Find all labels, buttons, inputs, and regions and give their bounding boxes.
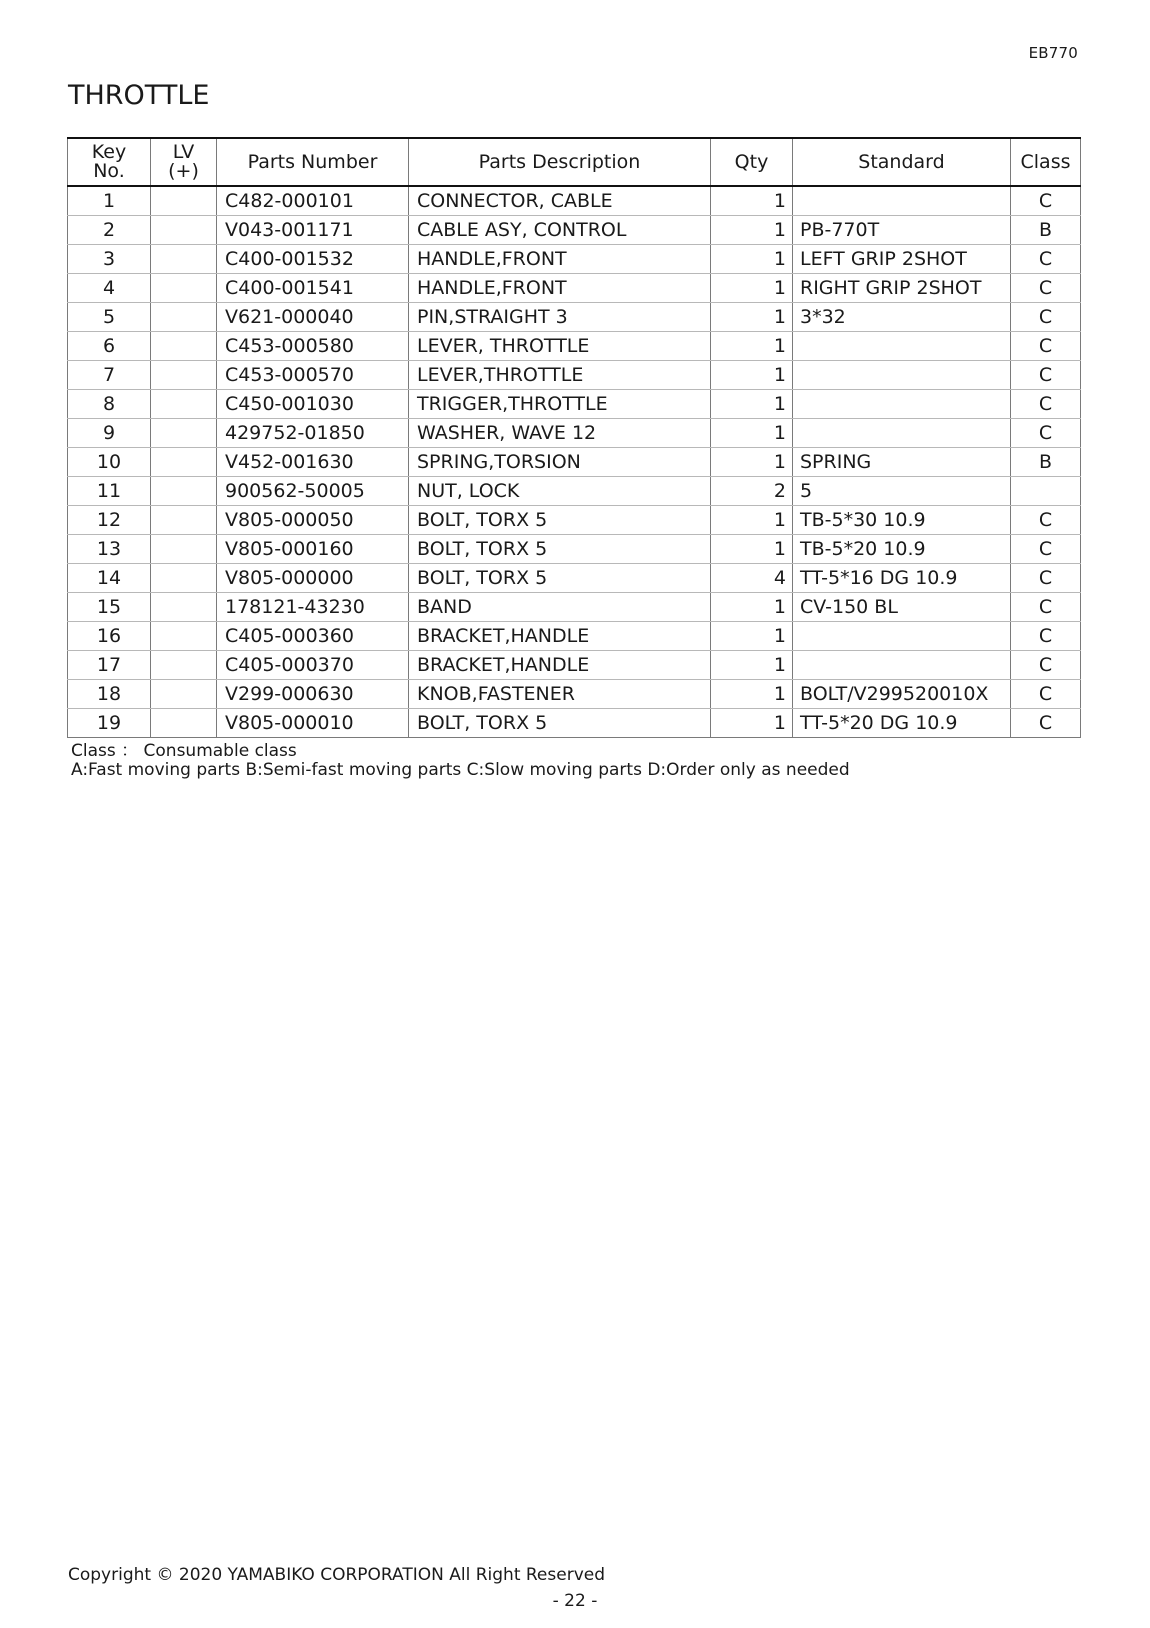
cell-class	[1011, 477, 1081, 506]
cell-key-no: 18	[68, 680, 151, 709]
column-header-class: Class	[1011, 138, 1081, 186]
cell-standard	[793, 622, 1011, 651]
cell-qty: 1	[711, 535, 793, 564]
cell-qty: 1	[711, 506, 793, 535]
cell-key-no: 8	[68, 390, 151, 419]
column-header-lv	[151, 138, 217, 186]
cell-lv	[151, 186, 217, 216]
cell-standard: BOLT/V299520010X	[793, 680, 1011, 709]
column-header-lv-line1: LV	[172, 141, 195, 163]
cell-standard: RIGHT GRIP 2SHOT	[793, 274, 1011, 303]
class-notes	[71, 742, 850, 780]
cell-parts-number: C405-000370	[217, 651, 409, 680]
cell-key-no: 2	[68, 216, 151, 245]
cell-key-no: 3	[68, 245, 151, 274]
table-row	[68, 216, 1081, 245]
cell-lv	[151, 303, 217, 332]
cell-parts-number: C453-000580	[217, 332, 409, 361]
cell-qty: 4	[711, 564, 793, 593]
cell-class: C	[1011, 593, 1081, 622]
cell-key-no: 7	[68, 361, 151, 390]
cell-lv	[151, 709, 217, 738]
cell-parts-description: PIN,STRAIGHT 3	[409, 303, 711, 332]
cell-key-no: 19	[68, 709, 151, 738]
page-number: - 22 -	[552, 1591, 598, 1611]
cell-standard: CV-150 BL	[793, 593, 1011, 622]
class-definition: Class ： Consumable class	[71, 741, 297, 761]
cell-parts-description: TRIGGER,THROTTLE	[409, 390, 711, 419]
table-row	[68, 419, 1081, 448]
cell-parts-number: C450-001030	[217, 390, 409, 419]
model-code: EB770	[1028, 44, 1078, 62]
cell-qty: 1	[711, 274, 793, 303]
table-row	[68, 535, 1081, 564]
cell-qty: 1	[711, 216, 793, 245]
cell-class: B	[1011, 448, 1081, 477]
cell-parts-number: 429752-01850	[217, 419, 409, 448]
cell-class: C	[1011, 245, 1081, 274]
cell-standard: 5	[793, 477, 1011, 506]
cell-class: C	[1011, 390, 1081, 419]
cell-lv	[151, 535, 217, 564]
cell-parts-description: BRACKET,HANDLE	[409, 622, 711, 651]
cell-parts-description: LEVER,THROTTLE	[409, 361, 711, 390]
cell-key-no: 9	[68, 419, 151, 448]
cell-standard	[793, 651, 1011, 680]
table-row	[68, 506, 1081, 535]
cell-lv	[151, 245, 217, 274]
cell-lv	[151, 390, 217, 419]
cell-parts-description: BOLT, TORX 5	[409, 709, 711, 738]
cell-class: C	[1011, 564, 1081, 593]
cell-key-no: 11	[68, 477, 151, 506]
cell-parts-number: V805-000010	[217, 709, 409, 738]
cell-class: C	[1011, 274, 1081, 303]
cell-standard	[793, 419, 1011, 448]
column-header-qty: Qty	[711, 138, 793, 186]
cell-parts-description: HANDLE,FRONT	[409, 274, 711, 303]
cell-parts-number: V805-000050	[217, 506, 409, 535]
cell-qty: 1	[711, 448, 793, 477]
cell-parts-description: BOLT, TORX 5	[409, 506, 711, 535]
cell-class: C	[1011, 186, 1081, 216]
cell-key-no: 17	[68, 651, 151, 680]
column-header-key-no-line2: No.	[93, 160, 125, 182]
cell-standard: LEFT GRIP 2SHOT	[793, 245, 1011, 274]
cell-lv	[151, 477, 217, 506]
cell-parts-number: V621-000040	[217, 303, 409, 332]
cell-key-no: 13	[68, 535, 151, 564]
table-row	[68, 245, 1081, 274]
cell-parts-number: 178121-43230	[217, 593, 409, 622]
cell-parts-description: KNOB,FASTENER	[409, 680, 711, 709]
cell-standard: SPRING	[793, 448, 1011, 477]
cell-parts-description: WASHER, WAVE 12	[409, 419, 711, 448]
cell-qty: 1	[711, 186, 793, 216]
cell-qty: 1	[711, 390, 793, 419]
cell-qty: 1	[711, 245, 793, 274]
cell-key-no: 1	[68, 186, 151, 216]
cell-parts-description: NUT, LOCK	[409, 477, 711, 506]
column-header-key-no	[68, 138, 151, 186]
cell-lv	[151, 332, 217, 361]
cell-qty: 1	[711, 651, 793, 680]
table-row	[68, 390, 1081, 419]
cell-qty: 2	[711, 477, 793, 506]
cell-parts-number: 900562-50005	[217, 477, 409, 506]
cell-standard	[793, 361, 1011, 390]
cell-qty: 1	[711, 303, 793, 332]
cell-lv	[151, 506, 217, 535]
cell-lv	[151, 564, 217, 593]
cell-lv	[151, 361, 217, 390]
cell-lv	[151, 448, 217, 477]
cell-lv	[151, 419, 217, 448]
cell-class: C	[1011, 622, 1081, 651]
table-row	[68, 332, 1081, 361]
parts-table-header	[68, 138, 1081, 186]
cell-key-no: 16	[68, 622, 151, 651]
cell-class: C	[1011, 303, 1081, 332]
cell-parts-number: V805-000000	[217, 564, 409, 593]
cell-lv	[151, 593, 217, 622]
table-row	[68, 477, 1081, 506]
cell-parts-number: C400-001541	[217, 274, 409, 303]
table-row	[68, 709, 1081, 738]
table-row	[68, 622, 1081, 651]
cell-class: C	[1011, 680, 1081, 709]
column-header-parts-number: Parts Number	[217, 138, 409, 186]
cell-parts-description: HANDLE,FRONT	[409, 245, 711, 274]
cell-key-no: 12	[68, 506, 151, 535]
cell-parts-description: CABLE ASY, CONTROL	[409, 216, 711, 245]
table-row	[68, 361, 1081, 390]
cell-class: B	[1011, 216, 1081, 245]
cell-standard: 3*32	[793, 303, 1011, 332]
cell-parts-number: V805-000160	[217, 535, 409, 564]
cell-qty: 1	[711, 622, 793, 651]
parts-table-body	[68, 186, 1081, 738]
table-row	[68, 448, 1081, 477]
table-row	[68, 593, 1081, 622]
cell-parts-number: C482-000101	[217, 186, 409, 216]
cell-parts-description: BOLT, TORX 5	[409, 564, 711, 593]
cell-parts-number: V452-001630	[217, 448, 409, 477]
cell-standard	[793, 186, 1011, 216]
cell-key-no: 15	[68, 593, 151, 622]
column-header-parts-description: Parts Description	[409, 138, 711, 186]
cell-parts-description: LEVER, THROTTLE	[409, 332, 711, 361]
cell-parts-number: C400-001532	[217, 245, 409, 274]
page-title: THROTTLE	[68, 80, 210, 111]
cell-key-no: 6	[68, 332, 151, 361]
cell-class: C	[1011, 419, 1081, 448]
table-row	[68, 303, 1081, 332]
cell-qty: 1	[711, 709, 793, 738]
cell-standard	[793, 332, 1011, 361]
cell-parts-number: V043-001171	[217, 216, 409, 245]
cell-parts-number: C405-000360	[217, 622, 409, 651]
cell-standard: TT-5*16 DG 10.9	[793, 564, 1011, 593]
cell-parts-description: BRACKET,HANDLE	[409, 651, 711, 680]
class-legend: A:Fast moving parts B:Semi-fast moving parts C:Slow moving parts D:Order only as needed	[71, 760, 850, 780]
cell-parts-description: BOLT, TORX 5	[409, 535, 711, 564]
table-row	[68, 651, 1081, 680]
cell-class: C	[1011, 332, 1081, 361]
cell-lv	[151, 622, 217, 651]
cell-key-no: 14	[68, 564, 151, 593]
table-row	[68, 564, 1081, 593]
cell-parts-number: V299-000630	[217, 680, 409, 709]
cell-class: C	[1011, 709, 1081, 738]
cell-lv	[151, 680, 217, 709]
cell-parts-number: C453-000570	[217, 361, 409, 390]
cell-key-no: 10	[68, 448, 151, 477]
cell-key-no: 4	[68, 274, 151, 303]
cell-qty: 1	[711, 419, 793, 448]
cell-standard: TB-5*20 10.9	[793, 535, 1011, 564]
column-header-key-no-line1: Key	[91, 141, 127, 163]
cell-class: C	[1011, 651, 1081, 680]
cell-lv	[151, 651, 217, 680]
cell-parts-description: SPRING,TORSION	[409, 448, 711, 477]
cell-qty: 1	[711, 332, 793, 361]
cell-standard: TT-5*20 DG 10.9	[793, 709, 1011, 738]
cell-standard	[793, 390, 1011, 419]
table-row	[68, 680, 1081, 709]
table-row	[68, 274, 1081, 303]
table-row	[68, 186, 1081, 216]
cell-parts-description: CONNECTOR, CABLE	[409, 186, 711, 216]
cell-qty: 1	[711, 361, 793, 390]
cell-class: C	[1011, 361, 1081, 390]
cell-qty: 1	[711, 680, 793, 709]
cell-parts-description: BAND	[409, 593, 711, 622]
cell-key-no: 5	[68, 303, 151, 332]
cell-class: C	[1011, 506, 1081, 535]
cell-standard: TB-5*30 10.9	[793, 506, 1011, 535]
column-header-standard: Standard	[793, 138, 1011, 186]
cell-class: C	[1011, 535, 1081, 564]
parts-table	[67, 137, 1081, 738]
cell-standard: PB-770T	[793, 216, 1011, 245]
copyright-notice: Copyright © 2020 YAMABIKO CORPORATION All Right Reserved	[68, 1565, 606, 1585]
cell-lv	[151, 216, 217, 245]
cell-qty: 1	[711, 593, 793, 622]
cell-lv	[151, 274, 217, 303]
column-header-lv-line2: (+)	[168, 160, 199, 182]
